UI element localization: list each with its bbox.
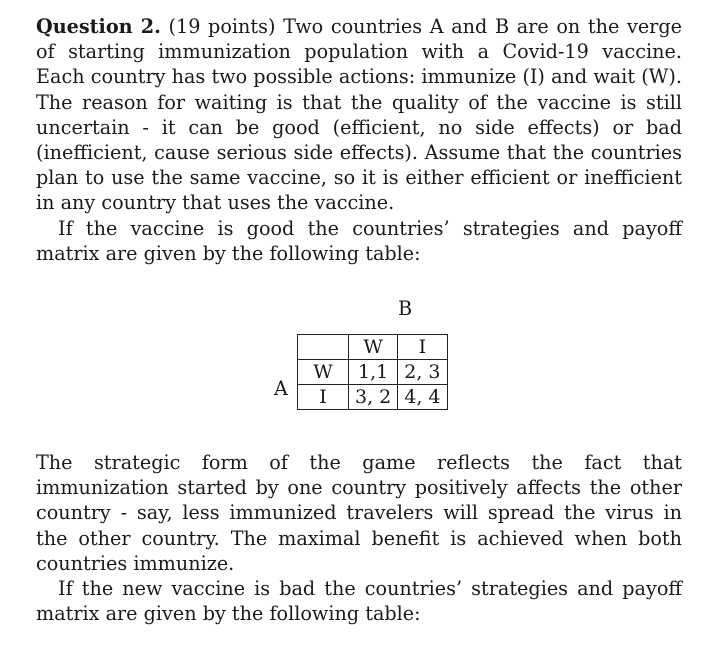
payoff-table-block [36,270,682,450]
reflection-paragraph: The strategic form of the game reflects the fact that immunization started by one country positively affects the other country - say, less immunized travelers will spread the virus in the other country. The maximal benefit is achieved when both countries immunize. [36,451,682,575]
document-page [36,14,682,626]
payoff-col-header-w: W [349,335,398,360]
question-heading: Question 2. [36,15,161,38]
payoff-row-label-w: W [298,360,349,385]
column-player-label: B [398,297,413,321]
payoff-cell-w-i: 2, 3 [398,360,447,385]
payoff-row-i [298,385,448,410]
payoff-cell-w-w: 1,1 [349,360,398,385]
question-intro-text: (19 points) Two countries A and B are on the verge of starting immunization population with a Covid-19 vaccine. Each country has two possible actions: immunize (I) and wait (W). The reason for waiting is that the quality of the vaccine is still uncertain - it can be good (efficient, no side effects) or bad (inefficient, cause serious side effects). Assume that the countries plan to use the same vaccine, so it is either efficient or inefficient in any country that uses the vaccine. [36,15,682,215]
bad-vaccine-paragraph: If the new vaccine is bad the countries’ strategies and payoff matrix are given by the following table: [36,577,682,626]
question-intro [36,14,682,216]
row-player-label: A [274,377,288,401]
payoff-row-w [298,360,448,385]
payoff-matrix [297,334,448,410]
payoff-cell-i-w: 3, 2 [349,385,398,410]
payoff-col-header-i: I [398,335,447,360]
payoff-cell-i-i: 4, 4 [398,385,447,410]
good-vaccine-paragraph: If the vaccine is good the countries’ strategies and payoff matrix are given by the following table: [36,216,682,265]
payoff-row-label-i: I [298,385,349,410]
payoff-header-row [298,335,448,360]
payoff-corner-cell [298,335,349,360]
